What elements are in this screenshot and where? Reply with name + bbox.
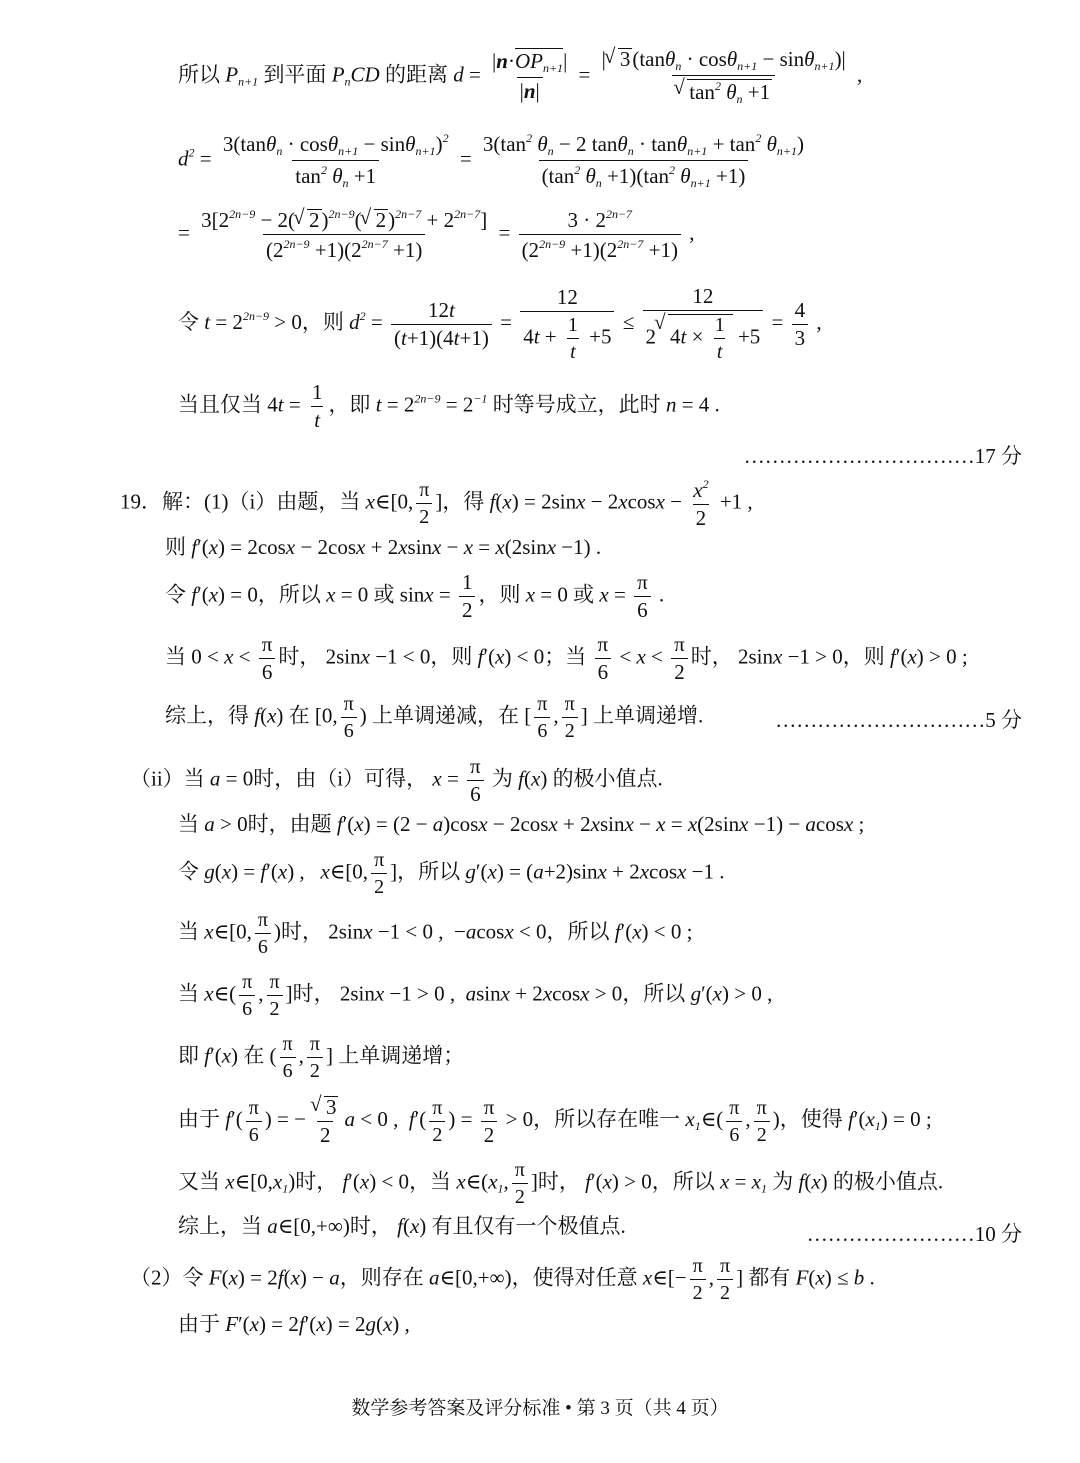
ii-line-1: （ii）当 a = 0时，由（i）可得， x = $\frac{\pi}{6}$ 为 f(x) 的极小值点. [130, 754, 663, 806]
ii-line-4: 当 x∈[0, $\frac{\pi}{6}$ )时， 2sinx −1 < 0 , −acosx < 0，所以 f′(x) < 0 ; [178, 909, 693, 958]
d-squared-line: $d^2$ = $\frac{3(\tan\theta_n \cdot \cos\theta_{n+1} - \sin\theta_{n+1})^2}{\tan^2 \theta_n +1}$ = $\frac{3(\tan^2 \theta_n - 2 \tan\theta_n \cdot \tan\theta_{n+1} + \tan^2 \theta_{n+1})}{(\tan^2 \theta_n +1)(\tan^2 \theta_{n+1} +1)}$ [178, 131, 804, 190]
ii-line-6: 即 f′(x) 在 ( $\frac{\pi}{6}$ , $\frac{\pi}{2}$ ] 上单调递增； [178, 1033, 465, 1082]
ii-line-3: 令 g(x) = f′(x) , x∈[0, $\frac{\pi}{2}$ ]，所以 g′(x) = (a+2)sinx + 2xcosx −1 . [178, 849, 725, 898]
power-form-line: = $\frac{3[2^{2n-9} - 2(√ 2)^{2n-9}(√ 2)^{2n-7} + 2^{2n-7}]}{(2^{2n-9} +1)(2^{2n-7} +1)}$ = $\frac{3 \cdot 2^{2n-7}}{(2^{2n-9} +1)(2^{2n-7} +1)}$ , [178, 208, 694, 261]
q19-line-1: 19．解：(1)（i）由题，当 x∈[0, $\frac{\pi}{2}$ ]，得 f(x) = 2sinx − 2xcosx − $\frac{x^2}{2}$ +1 , [120, 477, 753, 530]
q19-line-3: 令 f′(x) = 0，所以 x = 0 或 sinx = $\frac{1}{2}$ ，则 x = 0 或 x = $\frac{\pi}{6}$ . [165, 570, 665, 622]
equality-condition-line: 当且仅当 4t = $\frac{1}{t}$ ，即 $t = 2^{2n-9} = 2^{-1}$ 时等号成立，此时 n = 4 . [178, 380, 720, 432]
q19-line-4: 当 0 < x < $\frac{\pi}{6}$ 时， 2sinx −1 < 0，则 f′(x) < 0；当 $\frac{\pi}{6}$ < x < $\frac{\pi}{2}$ 时， 2sinx −1 > 0，则 f′(x) > 0 ; [165, 632, 968, 684]
part2-line-1: （2）令 F(x) = 2f(x) − a，则存在 a∈[0,+∞)，使得对任意 x∈[− $\frac{\pi}{2}$ , $\frac{\pi}{2}$ ] 都有 F(x) ≤ b . [130, 1255, 875, 1304]
distance-formula-line: 所以 $P_{n+1}$ 到平面 $P_nCD$ 的距离 d = $\frac{|n\cdot OP_{n+1}|}{|n|}$ = |√ 3(tanθ$_n$ · cosθ$_{n+1}$ − sinθ$_{n+1}$)| √ $\tan^2 \theta_n +1$ , [178, 48, 862, 105]
substitution-line: 令 $t = 2^{2n-9} > 0$，则 $d^2$ = $\frac{12t}{(t+1)(4t+1)}$ = 12 4t + $\frac{1}{t}$ +5 ≤ 12 2√ 4t × $\frac{1}{t}$ +5 = $\frac{4}{3}$ , [178, 286, 822, 362]
page-footer: 数学参考答案及评分标准 • 第 3 页（共 4 页） [351, 1398, 729, 1419]
ii-line-9: 综上，当 a∈[0,+∞)时， f(x) 有且仅有一个极值点. [178, 1214, 626, 1238]
score-5: …………………………5 分 [775, 708, 1022, 732]
ii-line-2: 当 a > 0时，由题 f′(x) = (2 − a)cosx − 2cosx + 2xsinx − x = x(2sinx −1) − acosx ; [178, 812, 865, 836]
q19-line-5: 综上，得 f(x) 在 [0, $\frac{\pi}{6}$ ) 上单调递减，在 [ $\frac{\pi}{6}$ , $\frac{\pi}{2}$ ] 上单调递增. [165, 693, 704, 742]
q19-line-2: 则 f′(x) = 2cosx − 2cosx + 2xsinx − x = x(2sinx −1) . [165, 535, 602, 559]
ii-line-7: 由于 f′( $\frac{\pi}{6}$ ) = − √ $\frac{3}{2}$ a < 0 , f′( $\frac{\pi}{2}$ ) = $\frac{\pi}{2}$ > 0，所以存在唯一 $x_1\in$( $\frac{\pi}{6}$ , $\frac{\pi}{2}$ )，使得 $f'(x_1) = 0$ ; [178, 1096, 932, 1146]
score-17: ……………………………17 分 [743, 444, 1022, 468]
score-10: ……………………10 分 [806, 1222, 1022, 1246]
ii-line-5: 当 x∈( $\frac{\pi}{6}$ , $\frac{\pi}{2}$ ]时， 2sinx −1 > 0 , asinx + 2xcosx > 0，所以 g′(x) > 0 , [178, 971, 773, 1020]
ii-line-8: 又当 $x\in[0,x_1)$时， f′(x) < 0，当 $x\in(x_1$, $\frac{\pi}{2}$ ]时， f′(x) > 0，所以 $x = x_1$ 为 f(x) 的极小值点. [178, 1159, 944, 1208]
part2-line-2: 由于 F′(x) = 2f′(x) = 2g(x) , [178, 1312, 410, 1336]
